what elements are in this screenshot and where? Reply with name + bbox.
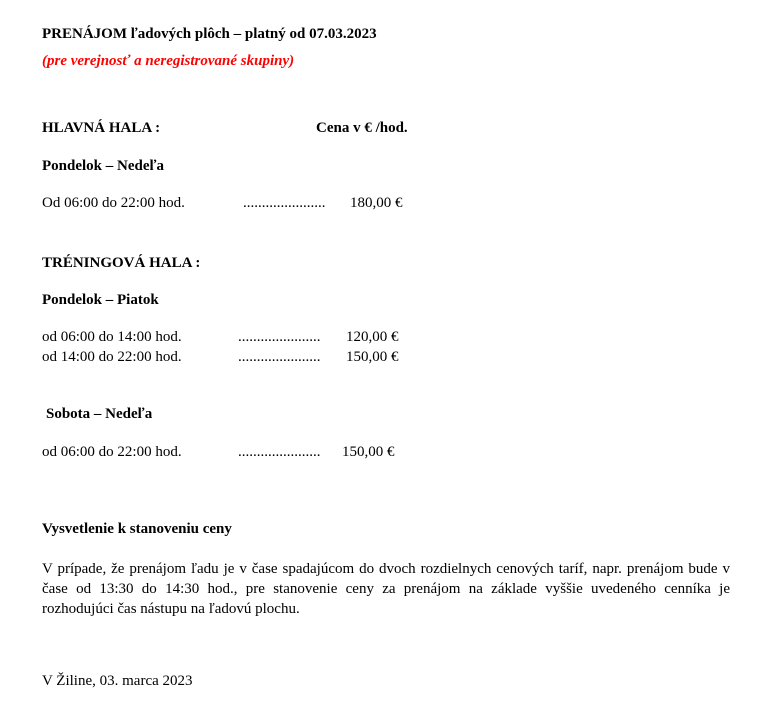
- price-value: 120,00 €: [346, 329, 399, 345]
- dot-leader: ......................: [243, 195, 326, 211]
- time-range: od 06:00 do 14:00 hod.: [42, 329, 182, 345]
- time-range: od 14:00 do 22:00 hod.: [42, 349, 182, 365]
- price-value: 150,00 €: [342, 444, 395, 460]
- training-hall-weekend: Sobota – Nedeľa: [46, 406, 153, 422]
- dot-leader: ......................: [238, 329, 321, 345]
- main-hall-heading: HLAVNÁ HALA :: [42, 120, 161, 136]
- time-range: od 06:00 do 22:00 hod.: [42, 444, 182, 460]
- place-date: V Žiline, 03. marca 2023: [42, 673, 193, 689]
- price-value: 150,00 €: [346, 349, 399, 365]
- training-hall-weekdays: Pondelok – Piatok: [42, 292, 159, 308]
- dot-leader: ......................: [238, 349, 321, 365]
- document-title: PRENÁJOM ľadových plôch – platný od 07.03.2023: [42, 26, 377, 42]
- time-range: Od 06:00 do 22:00 hod.: [42, 195, 185, 211]
- training-hall-heading: TRÉNINGOVÁ HALA :: [42, 255, 201, 271]
- main-hall-days: Pondelok – Nedeľa: [42, 158, 165, 174]
- price-column-heading: Cena v € /hod.: [316, 120, 408, 136]
- price-value: 180,00 €: [350, 195, 403, 211]
- dot-leader: ......................: [238, 444, 321, 460]
- explanation-heading: Vysvetlenie k stanoveniu ceny: [42, 521, 232, 537]
- explanation-paragraph: V prípade, že prenájom ľadu je v čase spadajúcom do dvoch rozdielnych cenových taríf, napr. prenájom bude v čase od 13:30 do 14:30 hod., pre stanovenie ceny za prenájom na základe vyššie uvedeného cenníka je rozhodujúci čas nástupu na ľadovú plochu.: [42, 561, 730, 617]
- document-subtitle: (pre verejnosť a neregistrované skupiny): [42, 53, 295, 69]
